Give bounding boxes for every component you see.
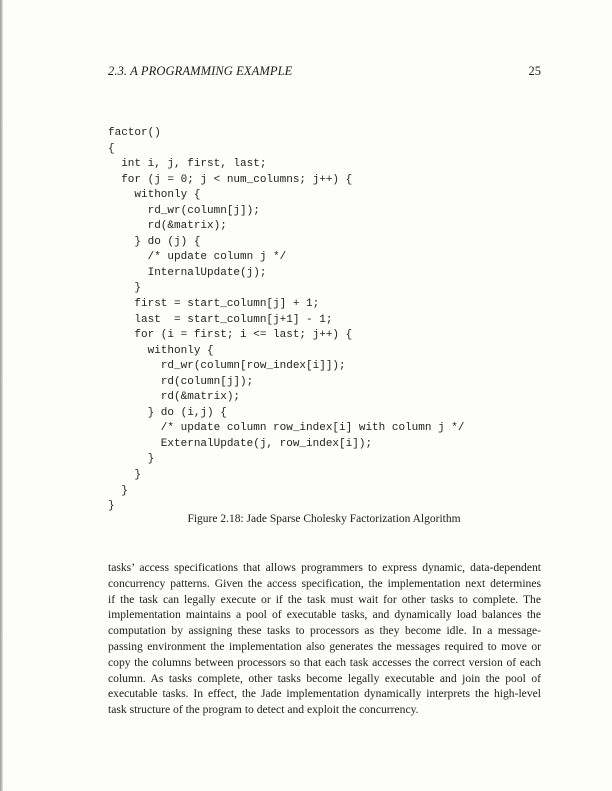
- code-line: {: [108, 142, 115, 155]
- paragraph-line: passing environment the implementation also generates the messages required to move or: [108, 639, 541, 653]
- body-paragraph: [108, 560, 541, 718]
- code-line: /* update column row_index[i] with column j */: [108, 422, 465, 435]
- running-header-section-title: 2.3. A PROGRAMMING EXAMPLE: [108, 64, 293, 78]
- code-line: rd(&matrix);: [108, 220, 227, 233]
- code-line: rd_wr(column[row_index[i]]);: [108, 360, 346, 373]
- code-listing: [108, 126, 464, 515]
- code-line: first = start_column[j] + 1;: [108, 298, 320, 311]
- paragraph-line: computation by assigning these tasks to processors as they become idle. In a message-: [108, 624, 541, 638]
- paragraph-line: concurrency patterns. Given the access specification, the implementation next determines: [108, 576, 541, 590]
- code-line: rd_wr(column[j]);: [108, 204, 260, 217]
- paragraph-line: copy the columns between processors so that each task accesses the correct version of each: [108, 655, 541, 669]
- code-line: rd(column[j]);: [108, 375, 254, 388]
- code-line: } do (i,j) {: [108, 406, 227, 419]
- code-line: }: [108, 469, 142, 482]
- code-line: } do (j) {: [108, 235, 201, 248]
- code-line: }: [108, 484, 128, 497]
- page-number: 25: [528, 64, 541, 78]
- code-line: withonly {: [108, 344, 214, 357]
- paragraph-line: column. As tasks complete, other tasks become legally executable and join the pool of: [108, 671, 541, 685]
- paragraph-line: if the task can legally execute or if the task must wait for other tasks to complete. The: [108, 592, 541, 606]
- code-line: InternalUpdate(j);: [108, 266, 267, 279]
- paragraph-line: tasks’ access specifications that allows programmers to express dynamic, data-dependent: [108, 561, 541, 574]
- code-line: }: [108, 282, 142, 295]
- code-line: /* update column j */: [108, 251, 287, 264]
- code-line: rd(&matrix);: [108, 391, 241, 404]
- code-line: factor(): [108, 127, 161, 139]
- code-line: last = start_column[j+1] - 1;: [108, 313, 333, 326]
- code-line: }: [108, 453, 155, 466]
- code-line: withonly {: [108, 189, 201, 202]
- code-line: }: [108, 500, 115, 513]
- code-line: for (i = first; i <= last; j++) {: [108, 329, 353, 342]
- page-binding-edge: [0, 0, 3, 791]
- code-line: ExternalUpdate(j, row_index[i]);: [108, 437, 373, 450]
- code-line: for (j = 0; j < num_columns; j++) {: [108, 173, 353, 186]
- figure-caption: Figure 2.18: Jade Sparse Cholesky Factorization Algorithm: [187, 513, 461, 525]
- paragraph-line: implementation maintains a pool of executable tasks, and dynamically load balances the: [108, 608, 541, 622]
- paragraph-line: task structure of the program to detect and exploit the concurrency.: [108, 703, 419, 717]
- code-line: int i, j, first, last;: [108, 158, 267, 171]
- paragraph-line: executable tasks. In effect, the Jade implementation dynamically interprets the high-level: [108, 687, 541, 701]
